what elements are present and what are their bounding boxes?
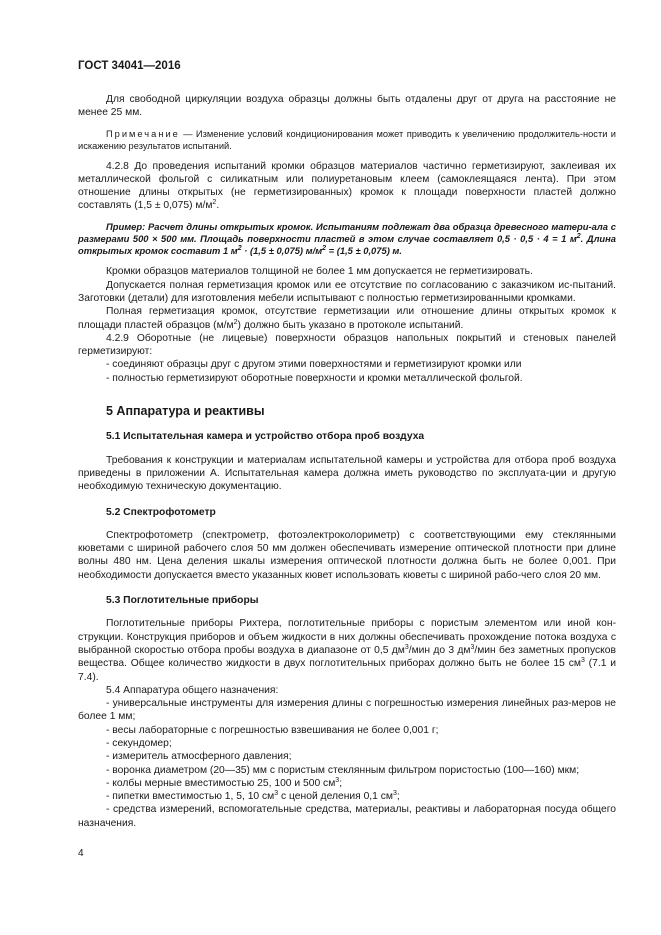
- list-item: - весы лабораторные с погрешностью взвешивания не более 0,001 г;: [106, 724, 439, 736]
- document-header: ГОСТ 34041—2016: [78, 60, 181, 72]
- paragraph-thin-edges: Кромки образцов материалов толщиной не более 1 мм допускается не герметизировать.: [106, 266, 533, 278]
- list-item: - соединяют образцы друг с другом этими поверхностями и герметизируют кромки или: [106, 359, 522, 371]
- paragraph-4-2-8: 4.2.8 До проведения испытаний кромки образцов материалов частично герметизируют, заклеивая их металлической фольгой с силикатным или полиуретановым клеем (самоклеящаяся лента). При этом отношение длины открытых (не герметизированных) кромок к площади поверхности пластей должно составлять (1,5 ± 0,075) $м/м^2$.: [78, 160, 616, 212]
- note-label: Примечание: [106, 128, 180, 139]
- section-5-2-text: Спектрофотометр (спектрометр, фотоэлектроколориметр) с соответствующими ему стеклянными кюветами с шириной рабочего слоя 50 мм должен обеспечивать измерение оптической плотности при длине волны 480 нм. Цена деления шкалы измерения оптической плотности должна быть не более 0,001. При необходимости допускается вместо указанных кювет использовать кюветы с шириной рабо-чего слоя 20 мм.: [78, 529, 616, 581]
- section-5-3-title: 5.3 Поглотительные приборы: [106, 595, 259, 607]
- list-item: - секундомер;: [106, 738, 172, 749]
- note-text: — Изменение условий кондиционирования может приводить к увеличению продолжитель-ности и искажению результатов испытаний.: [78, 128, 616, 151]
- paragraph-4-2-9: 4.2.9 Оборотные (не лицевые) поверхности образцов напольных покрытий и стеновых панелей герметизируют:: [78, 332, 616, 358]
- note-conditioning: [78, 128, 616, 152]
- list-item: - средства измерений, вспомогательные средства, материалы, реактивы и лабораторная посуда общего назначения.: [78, 804, 616, 829]
- section-5-3-text: Поглотительные приборы Рихтера, поглотительные приборы с пористым элементом или иной кон-струкции. Конструкция приборов и объем жидкости в них должны обеспечивать прохождение потока воздуха с выбранной скоростью отбора пробы воздуха в диапазоне от 0,5 $дм^3$/мин до 3 $дм^3$/мин без заметных пропусков вещества. Общее количество жидкости в двух поглотительных приборах должно быть не более 15 $см^3$ (7.1 и 7.4).: [78, 618, 617, 683]
- section-5-title: 5 Аппаратура и реактивы: [106, 404, 265, 419]
- list-item: - колбы мерные вместимостью 25, 100 и 500 $см^3$;: [106, 776, 343, 789]
- page-number: 4: [78, 848, 84, 859]
- list-item: - пипетки вместимостью 1, 5, 10 $см^3$ с ценой деления 0,1 $см^3$;: [106, 790, 400, 803]
- section-5-1-title: 5.1 Испытательная камера и устройство отбора проб воздуха: [106, 431, 425, 443]
- list-item: - универсальные инструменты для измерения длины с погрешностью измерения линейных раз-меров не более 1 мм;: [78, 698, 616, 723]
- section-5-4-intro: 5.4 Аппаратура общего назначения:: [106, 684, 279, 696]
- list-item: - полностью герметизируют оборотные поверхности и кромки металлической фольгой.: [106, 372, 523, 384]
- paragraph-air-circulation: Для свободной циркуляции воздуха образцы должны быть отдалены друг от друга на расстояние не менее 25 мм.: [78, 94, 616, 119]
- list-item: - воронка диаметром (20—35) мм с пористым стеклянным фильтром пористостью (100—160) мкм;: [106, 764, 580, 776]
- page-content: [78, 93, 616, 830]
- paragraph-full-sealing: Допускается полная герметизация кромок или ее отсутствие по согласованию с заказчиком ис-пытаний. Заготовки (детали) для изготовления мебели испытывают с полностью герметизированными кромками.: [78, 279, 616, 304]
- list-item: - измеритель атмосферного давления;: [106, 751, 292, 763]
- paragraph-protocol: Полная герметизация кромок, отсутствие герметизации или отношение длины открытых кромок к площади пластей образцов $(м/м^2)$ должно быть указано в протоколе испытаний.: [78, 306, 616, 331]
- section-5-1-text: Требования к конструкции и материалам испытательной камеры и устройства для отбора проб воздуха приведены в приложении А. Испытательная камера должна иметь руководство по эксплуата-ции и другую необходимую техническую документацию.: [78, 454, 616, 493]
- example-edge-calculation: Пример: Расчет длины открытых кромок. Испытаниям подлежат два образца древесного матери-ала с размерами 500 × 500 мм. Площадь поверхности пластей в этом случае составляет 0,5 · 0,5 · 4 = 1 $м^2$. Длина открытых кромок составит 1 $м^2 \cdot (1,5 \pm 0,075) м/м^2 = (1,5 \pm 0,075)$ м.: [78, 220, 617, 257]
- section-5-2-title: 5.2 Спектрофотометр: [106, 506, 216, 518]
